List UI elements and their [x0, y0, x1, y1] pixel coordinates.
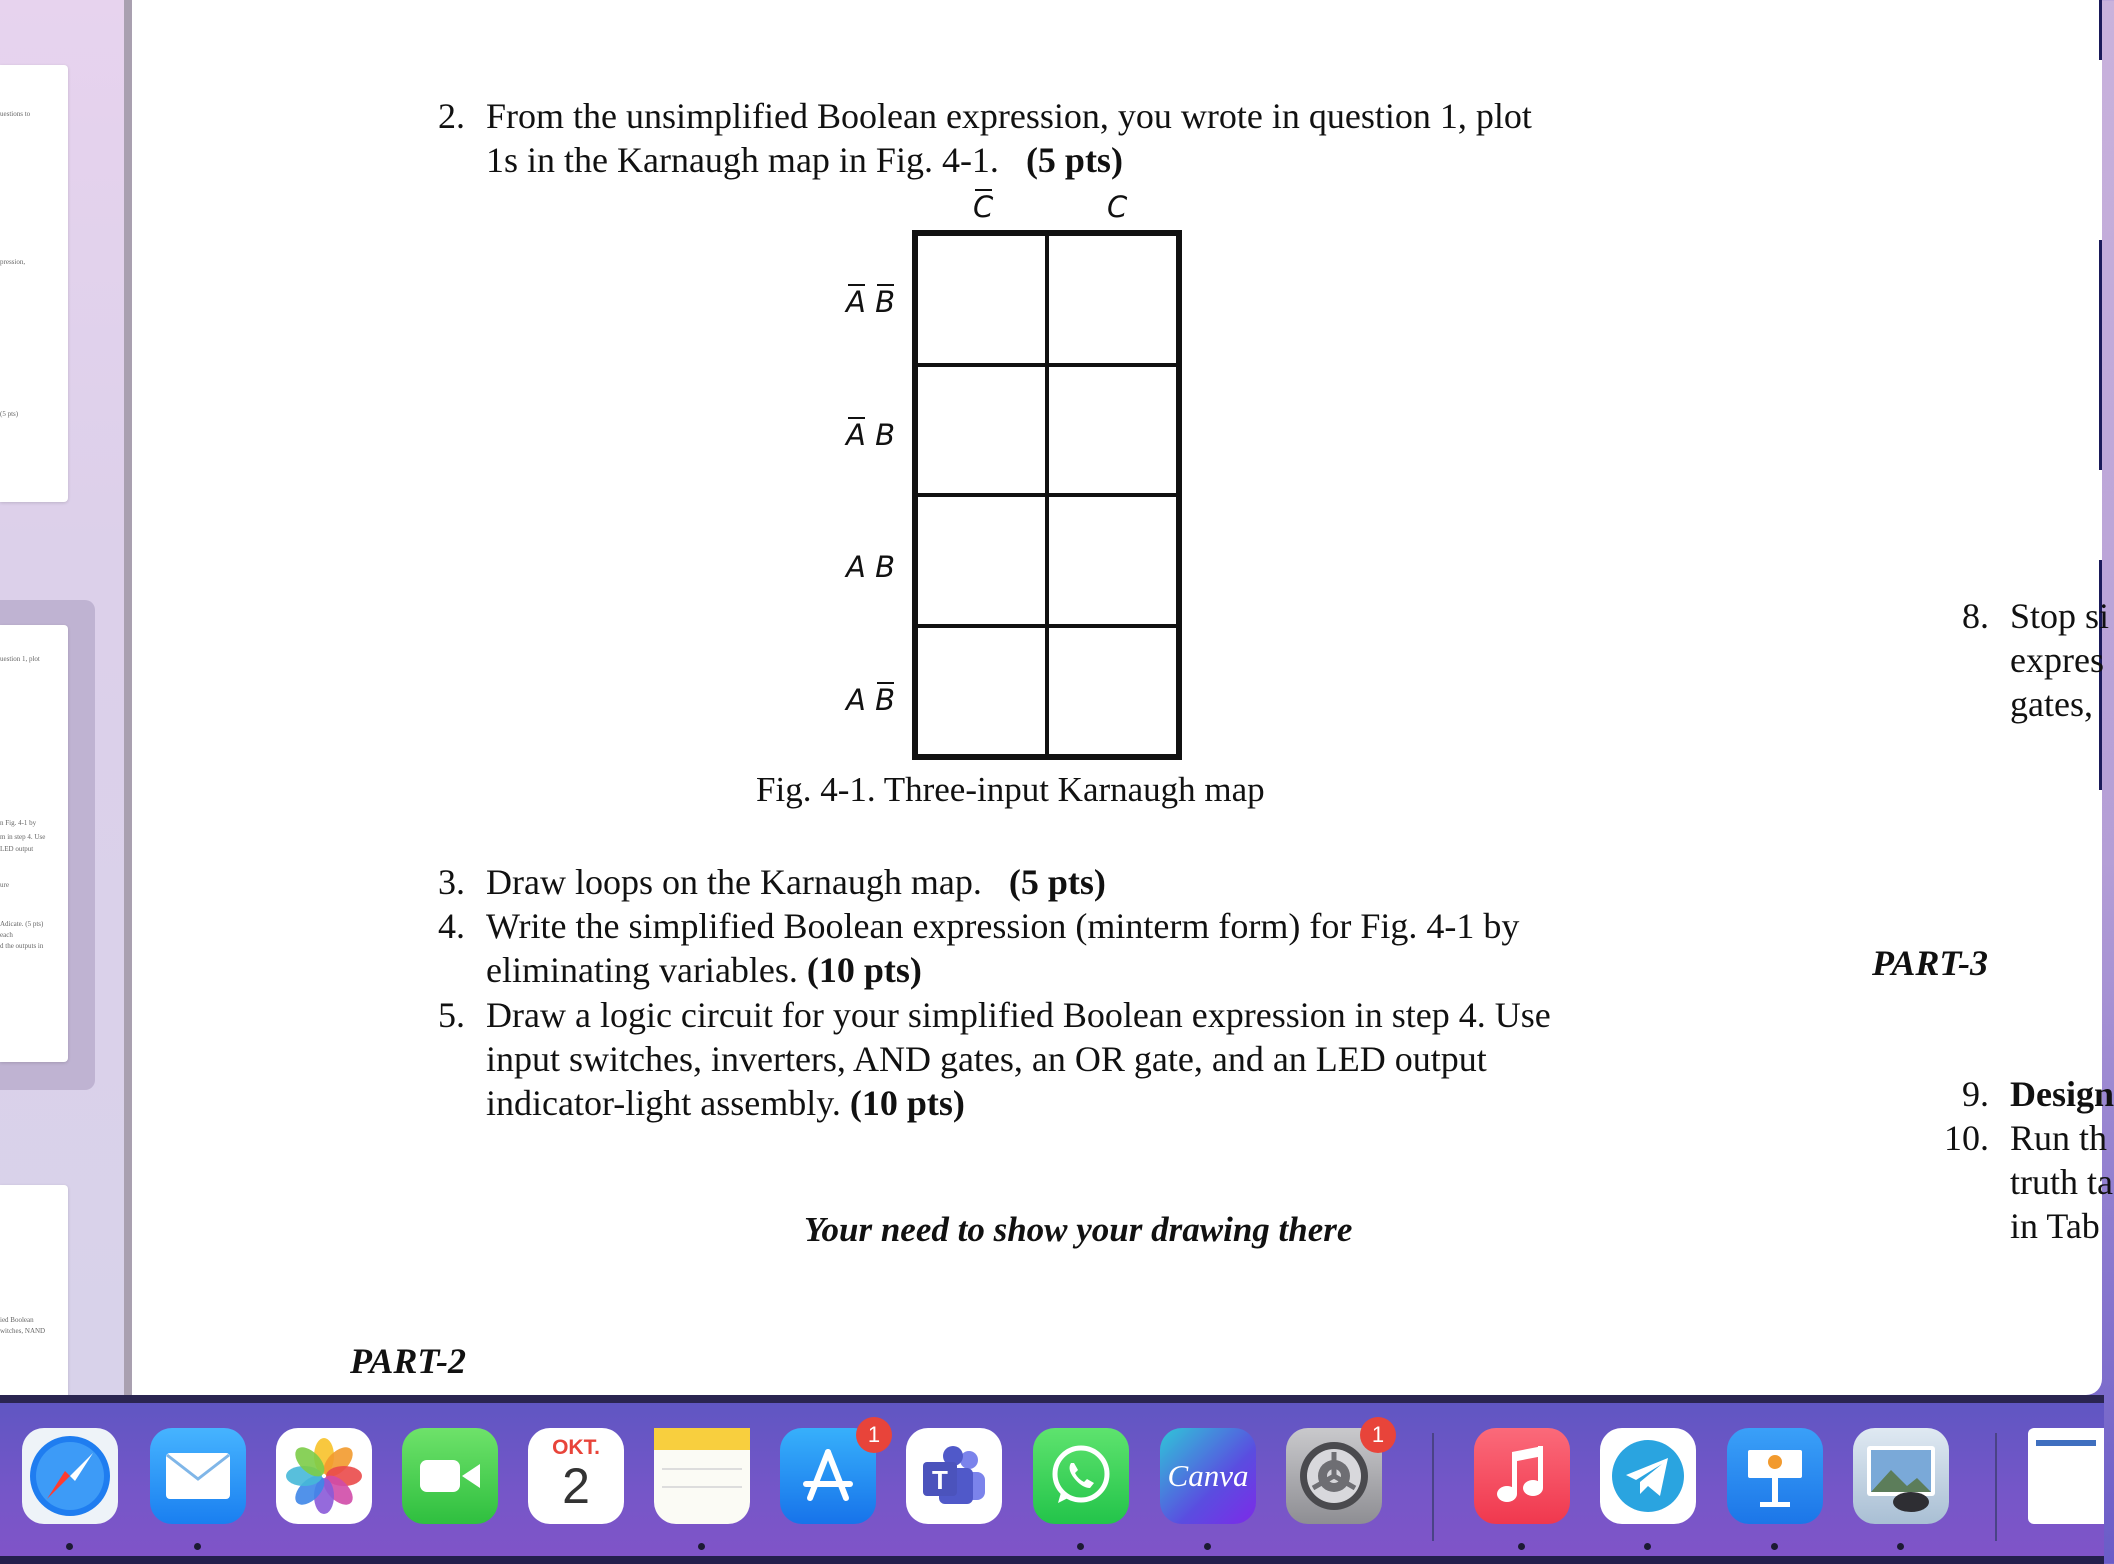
running-indicator — [698, 1543, 705, 1550]
running-indicator — [66, 1543, 73, 1550]
video-camera-icon — [418, 1456, 482, 1496]
kmap-cell — [916, 234, 1047, 365]
points-label: (10 pts) — [849, 1083, 965, 1123]
preview-app-icon[interactable] — [1853, 1428, 1949, 1524]
thumb-text: ure — [0, 881, 9, 889]
running-indicator — [194, 1543, 201, 1550]
thumb-text: n Fig. 4-1 by — [0, 819, 37, 827]
gear-icon — [1294, 1436, 1374, 1516]
app-store-badge: 1 — [856, 1417, 892, 1453]
thumb-text: LED output — [0, 845, 34, 853]
calendar-month: OKT. — [552, 1436, 600, 1459]
telegram-app-icon[interactable] — [1600, 1428, 1696, 1524]
kmap-cell — [916, 626, 1047, 757]
question-text: truth ta — [2010, 1162, 2113, 1202]
photos-app-icon[interactable] — [276, 1428, 372, 1524]
page-edge-line — [2099, 0, 2102, 60]
page-thumbnail-1[interactable] — [0, 65, 68, 502]
kmap-col-label-c-bar: C — [973, 190, 994, 224]
question-text: eliminating variables. — [486, 950, 798, 990]
thumb-text: m in step 4. Use — [0, 833, 46, 841]
notes-header-icon — [654, 1428, 750, 1450]
kmap-cell — [1047, 495, 1178, 626]
notes-app-icon[interactable] — [654, 1428, 750, 1524]
svg-text:T: T — [932, 1465, 948, 1495]
settings-badge: 1 — [1360, 1417, 1396, 1453]
thumb-text: witches, NAND — [0, 1327, 46, 1335]
keynote-podium-icon — [1742, 1440, 1808, 1512]
thumb-text: pression, — [0, 258, 26, 266]
document-page — [132, 0, 2114, 1395]
karnaugh-map — [912, 230, 1182, 760]
music-note-icon — [1494, 1444, 1550, 1508]
dock-separator — [1995, 1433, 1997, 1541]
sidebar-divider[interactable] — [124, 0, 132, 1395]
minimized-document-thumbnail[interactable] — [2028, 1428, 2104, 1524]
running-indicator — [1077, 1543, 1084, 1550]
question-text: 1s in the Karnaugh map in Fig. 4-1. — [486, 140, 999, 180]
figure-caption: Fig. 4-1. Three-input Karnaugh map — [756, 770, 1265, 809]
kmap-cell — [916, 365, 1047, 496]
music-app-icon[interactable] — [1474, 1428, 1570, 1524]
question-number: 9. — [1962, 1074, 1989, 1114]
question-number: 10. — [1944, 1118, 1989, 1158]
envelope-icon — [164, 1451, 232, 1501]
question-text: Draw loops on the Karnaugh map. — [486, 862, 982, 902]
thumb-text: Adicate. (5 pts) — [0, 920, 44, 928]
canva-logo-text: Canva — [1167, 1458, 1249, 1493]
safari-app-icon[interactable] — [22, 1428, 118, 1524]
app-store-icon — [798, 1446, 858, 1506]
dock-separator — [1432, 1433, 1434, 1541]
photos-flower-icon — [284, 1436, 364, 1516]
question-number: 5. — [438, 995, 465, 1035]
canva-app-icon[interactable] — [1160, 1428, 1256, 1524]
running-indicator — [1518, 1543, 1525, 1550]
notes-line-icon — [662, 1486, 742, 1488]
kmap-col-label-c: C — [1107, 190, 1128, 224]
kmap-row-label-a-bbar: A B — [846, 683, 895, 717]
thumb-text: each — [0, 931, 13, 939]
kmap-cell — [1047, 365, 1178, 496]
question-number: 3. — [438, 862, 465, 902]
question-text: Write the simplified Boolean expression (minterm form) for Fig. 4-1 by — [486, 906, 1520, 946]
kmap-cell — [1047, 626, 1178, 757]
preview-photo-icon — [1861, 1436, 1941, 1516]
question-number: 2. — [438, 96, 465, 136]
mail-app-icon[interactable] — [150, 1428, 246, 1524]
running-indicator — [1204, 1543, 1211, 1550]
kmap-row-label-abar-b: A B — [846, 418, 895, 452]
question-text: expres — [2010, 640, 2104, 680]
notes-line-icon — [662, 1468, 742, 1470]
kmap-row-label-abar-bbar: A B — [846, 285, 895, 319]
question-text: input switches, inverters, AND gates, an OR gate, and an LED output — [486, 1039, 1487, 1079]
thumb-text: d the outputs in — [0, 942, 44, 950]
question-text: indicator-light assembly. — [486, 1083, 841, 1123]
dock-bottom-edge — [0, 1556, 2104, 1564]
safari-icon — [27, 1433, 113, 1519]
dock-top-edge — [0, 1395, 2104, 1403]
thumb-text: uestions to — [0, 110, 31, 118]
question-text: Stop si — [2010, 596, 2110, 636]
telegram-icon — [1610, 1438, 1686, 1514]
calendar-day: 2 — [562, 1458, 590, 1514]
teams-icon — [919, 1444, 989, 1508]
question-text: gates, — [2010, 684, 2093, 724]
thumb-text: ied Boolean — [0, 1316, 34, 1324]
points-label: (5 pts) — [1008, 862, 1106, 902]
part-3-heading: PART-3 — [1872, 943, 1989, 983]
question-text: Draw a logic circuit for your simplified Boolean expression in step 4. Use — [486, 995, 1551, 1035]
keynote-app-icon[interactable] — [1727, 1428, 1823, 1524]
page-thumbnail-sidebar — [0, 0, 128, 1395]
page-edge-line — [2099, 240, 2102, 470]
thumbnail-header-icon — [2036, 1440, 2096, 1446]
running-indicator — [1897, 1543, 1904, 1550]
dock — [0, 1395, 2104, 1564]
part-2-heading: PART-2 — [350, 1341, 467, 1381]
question-number: 8. — [1962, 596, 1989, 636]
whatsapp-icon — [1046, 1441, 1116, 1511]
points-label: (5 pts) — [1025, 140, 1123, 180]
calendar-app-icon[interactable] — [528, 1428, 624, 1524]
question-text: Design — [2010, 1074, 2114, 1114]
facetime-app-icon[interactable] — [402, 1428, 498, 1524]
teams-app-icon[interactable] — [906, 1428, 1002, 1524]
question-text: From the unsimplified Boolean expression, you wrote in question 1, plot — [486, 96, 1532, 136]
whatsapp-app-icon[interactable] — [1033, 1428, 1129, 1524]
kmap-cell — [916, 495, 1047, 626]
page-thumbnail-2[interactable] — [0, 625, 68, 1062]
question-number: 4. — [438, 906, 465, 946]
running-indicator — [1771, 1543, 1778, 1550]
kmap-row-label-a-b: A B — [846, 550, 895, 584]
thumb-text: (5 pts) — [0, 410, 19, 418]
points-label: (10 pts) — [806, 950, 922, 990]
page-thumbnail-3[interactable] — [0, 1185, 68, 1425]
running-indicator — [1644, 1543, 1651, 1550]
thumb-text: uestion 1, plot — [0, 655, 40, 663]
kmap-cell — [1047, 234, 1178, 365]
question-text: in Tab — [2010, 1206, 2100, 1246]
question-text: Run th — [2010, 1118, 2108, 1158]
drawing-note: Your need to show your drawing there — [804, 1210, 1353, 1249]
